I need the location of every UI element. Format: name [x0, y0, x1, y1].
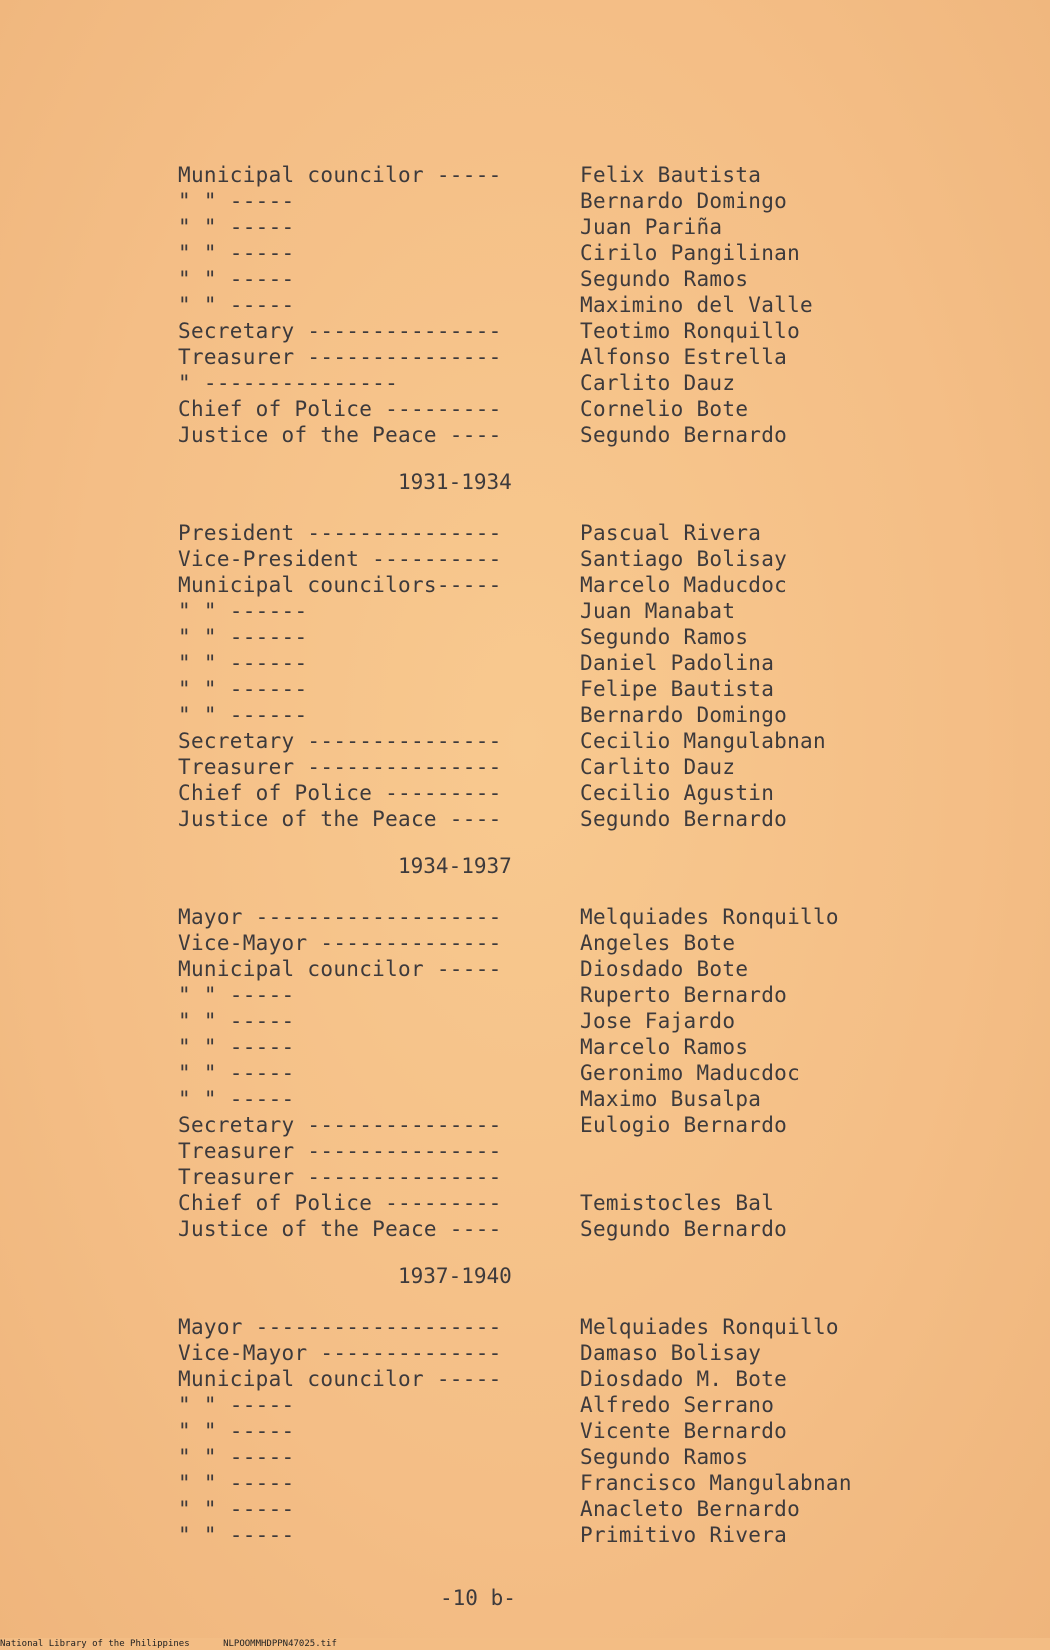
office-title: Vice-Mayor --------------	[178, 1341, 502, 1365]
office-title: Chief of Police ---------	[178, 781, 502, 805]
office-title: " " -----	[178, 241, 295, 265]
office-title: Secretary ---------------	[178, 319, 502, 343]
term-heading: 1934-1937	[398, 854, 512, 878]
office-title: " " -----	[178, 1419, 295, 1443]
office-title: " " -----	[178, 1523, 295, 1547]
office-title: " " -----	[178, 215, 295, 239]
library-name: National Library of the Philippines	[0, 1639, 190, 1649]
official-name: Ruperto Bernardo	[580, 983, 788, 1007]
official-name: Angeles Bote	[580, 931, 736, 955]
official-name: Diosdado M. Bote	[580, 1367, 788, 1391]
office-title: Municipal councilor -----	[178, 1367, 502, 1391]
office-title: " ---------------	[178, 371, 399, 395]
office-title: " " -----	[178, 293, 295, 317]
office-title: Secretary ---------------	[178, 729, 502, 753]
official-name: Pascual Rivera	[580, 521, 762, 545]
official-name: Juan Manabat	[580, 599, 736, 623]
official-row	[178, 422, 938, 448]
official-name: Anacleto Bernardo	[580, 1497, 801, 1521]
official-row	[178, 520, 938, 546]
office-title: Justice of the Peace ----	[178, 423, 502, 447]
official-row	[178, 1138, 938, 1164]
official-row	[178, 676, 938, 702]
office-title: " " -----	[178, 189, 295, 213]
official-row	[178, 982, 938, 1008]
official-row	[178, 780, 938, 806]
office-title: " " -----	[178, 267, 295, 291]
official-row	[178, 624, 938, 650]
official-row	[178, 572, 938, 598]
official-name: Daniel Padolina	[580, 651, 775, 675]
official-row	[178, 1008, 938, 1034]
official-name: Segundo Ramos	[580, 625, 749, 649]
official-name: Maximo Busalpa	[580, 1087, 762, 1111]
official-name: Damaso Bolisay	[580, 1341, 762, 1365]
term-section	[178, 1256, 938, 1548]
office-title: Justice of the Peace ----	[178, 807, 502, 831]
official-name: Carlito Dauz	[580, 755, 736, 779]
official-name: Alfredo Serrano	[580, 1393, 775, 1417]
official-name: Segundo Ramos	[580, 267, 749, 291]
term-heading: 1931-1934	[398, 470, 512, 494]
archive-credit	[0, 1638, 1050, 1650]
official-name: Primitivo Rivera	[580, 1523, 788, 1547]
official-row	[178, 754, 938, 780]
official-name: Segundo Bernardo	[580, 423, 788, 447]
official-row	[178, 266, 938, 292]
official-row	[178, 598, 938, 624]
office-title: " " ------	[178, 651, 308, 675]
office-title: " " ------	[178, 599, 308, 623]
official-row	[178, 1060, 938, 1086]
official-row	[178, 214, 938, 240]
office-title: " " -----	[178, 1445, 295, 1469]
office-title: Municipal councilors-----	[178, 573, 502, 597]
official-name: Cornelio Bote	[580, 397, 749, 421]
official-row	[178, 162, 938, 188]
office-title: Mayor -------------------	[178, 905, 502, 929]
official-name: Marcelo Maducdoc	[580, 573, 788, 597]
official-name: Felix Bautista	[580, 163, 762, 187]
office-title: Vice-Mayor --------------	[178, 931, 502, 955]
official-row	[178, 396, 938, 422]
office-title: " " -----	[178, 983, 295, 1007]
official-name: Segundo Bernardo	[580, 1217, 788, 1241]
official-row	[178, 1496, 938, 1522]
office-title: " " -----	[178, 1497, 295, 1521]
officials-list	[178, 162, 938, 1548]
official-name: Vicente Bernardo	[580, 1419, 788, 1443]
official-name: Segundo Ramos	[580, 1445, 749, 1469]
official-name: Bernardo Domingo	[580, 189, 788, 213]
official-name: Teotimo Ronquillo	[580, 319, 801, 343]
office-title: " " -----	[178, 1087, 295, 1111]
official-name: Marcelo Ramos	[580, 1035, 749, 1059]
official-row	[178, 1522, 938, 1548]
official-row	[178, 1444, 938, 1470]
office-title: " " -----	[178, 1471, 295, 1495]
official-name: Carlito Dauz	[580, 371, 736, 395]
office-title: " " -----	[178, 1009, 295, 1033]
official-name	[580, 1164, 920, 1190]
official-row	[178, 370, 938, 396]
office-title: Vice-President ----------	[178, 547, 502, 571]
office-title: " " -----	[178, 1035, 295, 1059]
official-row	[178, 292, 938, 318]
official-name: Jose Fajardo	[580, 1009, 736, 1033]
official-row	[178, 904, 938, 930]
office-title: Secretary ---------------	[178, 1113, 502, 1137]
official-name: Geronimo Maducdoc	[580, 1061, 801, 1085]
office-title: Justice of the Peace ----	[178, 1217, 502, 1241]
official-name: Maximino del Valle	[580, 293, 813, 317]
official-row	[178, 546, 938, 572]
official-row	[178, 956, 938, 982]
official-row	[178, 344, 938, 370]
office-title: Chief of Police ---------	[178, 397, 502, 421]
official-name: Segundo Bernardo	[580, 807, 788, 831]
office-title: " " -----	[178, 1393, 295, 1417]
office-title: Treasurer ---------------	[178, 345, 502, 369]
official-row	[178, 806, 938, 832]
official-row	[178, 1190, 938, 1216]
official-row	[178, 318, 938, 344]
official-row	[178, 240, 938, 266]
official-row	[178, 1164, 938, 1190]
term-section	[178, 162, 938, 448]
official-name: Santiago Bolisay	[580, 547, 788, 571]
office-title: Treasurer ---------------	[178, 755, 502, 779]
office-title: " " ------	[178, 703, 308, 727]
official-name: Cecilio Agustin	[580, 781, 775, 805]
official-row	[178, 1366, 938, 1392]
office-title: Mayor -------------------	[178, 1315, 502, 1339]
file-name: NLPOOMMHDPPN47025.tif	[223, 1639, 337, 1649]
official-name: Temistocles Bal	[580, 1191, 775, 1215]
official-name: Diosdado Bote	[580, 957, 749, 981]
official-name: Alfonso Estrella	[580, 345, 788, 369]
office-title: Treasurer ---------------	[178, 1139, 502, 1163]
official-row	[178, 1340, 938, 1366]
official-name	[580, 1138, 920, 1164]
official-row	[178, 1112, 938, 1138]
office-title: President ---------------	[178, 521, 502, 545]
office-title: " " ------	[178, 625, 308, 649]
official-row	[178, 728, 938, 754]
official-row	[178, 1418, 938, 1444]
official-name: Eulogio Bernardo	[580, 1113, 788, 1137]
official-row	[178, 702, 938, 728]
office-title: Treasurer ---------------	[178, 1165, 502, 1189]
office-title: Municipal councilor -----	[178, 163, 502, 187]
official-name: Felipe Bautista	[580, 677, 775, 701]
official-row	[178, 1216, 938, 1242]
official-row	[178, 188, 938, 214]
official-row	[178, 1034, 938, 1060]
official-row	[178, 1086, 938, 1112]
official-row	[178, 1470, 938, 1496]
term-heading: 1937-1940	[398, 1264, 512, 1288]
official-name: Juan Pariña	[580, 215, 723, 239]
official-name: Bernardo Domingo	[580, 703, 788, 727]
official-name: Melquiades Ronquillo	[580, 905, 839, 929]
term-section	[178, 462, 938, 832]
office-title: Chief of Police ---------	[178, 1191, 502, 1215]
office-title: " " -----	[178, 1061, 295, 1085]
official-name: Francisco Mangulabnan	[580, 1471, 852, 1495]
office-title: " " ------	[178, 677, 308, 701]
official-name: Melquiades Ronquillo	[580, 1315, 839, 1339]
official-row	[178, 1392, 938, 1418]
page-number: -10 b-	[440, 1586, 516, 1610]
official-row	[178, 930, 938, 956]
office-title: Municipal councilor -----	[178, 957, 502, 981]
official-row	[178, 1314, 938, 1340]
official-row	[178, 650, 938, 676]
official-name: Cirilo Pangilinan	[580, 241, 801, 265]
official-name: Cecilio Mangulabnan	[580, 729, 826, 753]
term-section	[178, 846, 938, 1242]
